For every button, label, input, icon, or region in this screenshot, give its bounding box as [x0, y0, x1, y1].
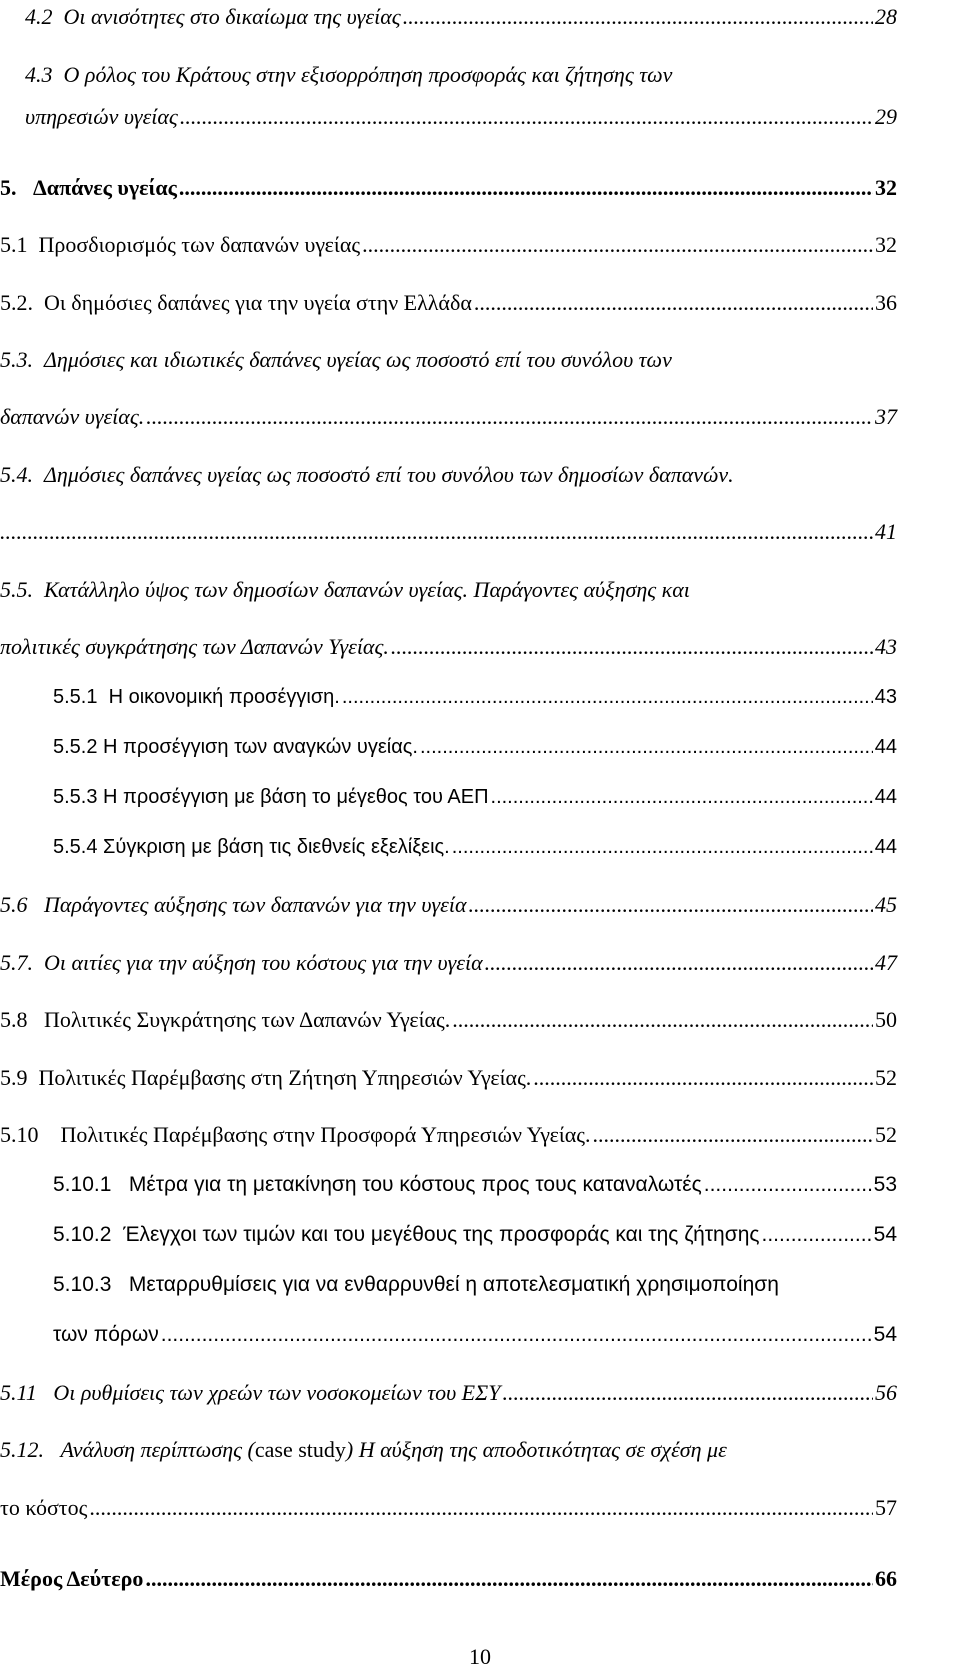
toc-title: υπηρεσιών υγείας	[25, 104, 178, 129]
toc-number: 5.4.	[0, 462, 33, 487]
dot-leader	[485, 950, 873, 976]
toc-number: 5.5.	[0, 577, 33, 602]
toc-page: 37	[875, 404, 897, 429]
dot-leader	[145, 1566, 873, 1592]
toc-number: 5.12.	[0, 1437, 44, 1462]
toc-title: Μέτρα για τη μετακίνηση του κόστους προς τους καταναλωτές	[128, 1173, 702, 1196]
dot-leader	[403, 4, 873, 30]
toc-page: 44	[874, 786, 897, 808]
toc-number: 5.10.1	[53, 1173, 112, 1196]
dot-leader	[533, 1065, 873, 1091]
toc-entry-4-3-line1[interactable]	[25, 62, 672, 88]
toc-title: Οι δημόσιες δαπάνες για την υγεία στην Ελλάδα	[44, 290, 472, 315]
toc-title: το κόστος	[0, 1495, 88, 1520]
toc-entry-5-2[interactable]	[0, 290, 897, 316]
toc-number: 5.6	[0, 892, 28, 917]
toc-number: 5.5.4	[53, 836, 98, 858]
toc-page: 54	[873, 1323, 897, 1346]
dot-leader	[452, 834, 873, 860]
toc-page: 43	[874, 686, 897, 708]
toc-entry-4-3-line2[interactable]	[25, 104, 897, 130]
toc-number: 4.2	[25, 4, 53, 29]
toc-page: 54	[873, 1223, 897, 1246]
dot-leader	[452, 1007, 873, 1033]
toc-number: 5.5.1	[53, 686, 98, 708]
toc-title: Ο ρόλος του Κράτους στην εξισορρόπηση προσφοράς και ζήτησης των	[63, 62, 673, 87]
toc-number: 5.10.2	[53, 1223, 112, 1246]
toc-entry-5-5-1[interactable]	[53, 684, 897, 710]
toc-entry-5-11[interactable]	[0, 1380, 897, 1406]
dot-leader	[762, 1222, 872, 1248]
toc-entry-5-3-line2[interactable]	[0, 404, 897, 430]
toc-title: Κατάλληλο ύψος των δημοσίων δαπανών υγείας. Παράγοντες αύξησης και	[44, 577, 690, 602]
toc-page: 56	[875, 1380, 897, 1405]
toc-title: Η προσέγγιση των αναγκών υγείας.	[103, 736, 418, 758]
toc-page: 28	[875, 4, 897, 29]
toc-title: ) Η αύξηση της αποδοτικότητας σε σχέση με	[345, 1437, 727, 1462]
dot-leader	[0, 519, 873, 545]
toc-page: 43	[875, 634, 897, 659]
toc-number: 5.10.3	[53, 1273, 112, 1296]
toc-title: Παράγοντες αύξησης των δαπανών για την υγεία	[44, 892, 467, 917]
toc-page: 50	[875, 1007, 897, 1032]
toc-page: 41	[875, 519, 897, 544]
dot-leader	[502, 1380, 873, 1406]
dot-leader	[420, 734, 873, 760]
toc-number: 4.3	[25, 62, 53, 87]
dot-leader	[491, 784, 873, 810]
toc-title: Πολιτικές Παρέμβασης στη Ζήτηση Υπηρεσιών Υγείας.	[38, 1065, 532, 1090]
page-number: 10	[469, 1644, 491, 1669]
toc-entry-5-10-2[interactable]	[53, 1222, 897, 1248]
toc-entry-5-3-line1[interactable]	[0, 347, 672, 373]
toc-title-upright: case study	[254, 1437, 346, 1462]
toc-page: 44	[874, 836, 897, 858]
toc-title: Πολιτικές Παρέμβασης στην Προσφορά Υπηρεσιών Υγείας.	[60, 1122, 591, 1147]
toc-entry-5-5-line1[interactable]	[0, 577, 690, 603]
toc-number: 5.7.	[0, 950, 33, 975]
toc-entry-5-5-2[interactable]	[53, 734, 897, 760]
toc-entry-5-1[interactable]	[0, 232, 897, 258]
toc-title: πολιτικές συγκράτησης των Δαπανών Υγείας.	[0, 634, 389, 659]
toc-number: 5.8	[0, 1007, 28, 1032]
toc-page: 52	[875, 1065, 897, 1090]
dot-leader	[180, 104, 873, 130]
toc-entry-5-7[interactable]	[0, 950, 897, 976]
toc-entry-5-5-3[interactable]	[53, 784, 897, 810]
toc-entry-4-2[interactable]	[25, 4, 897, 30]
toc-page: 66	[875, 1566, 897, 1591]
toc-title: Έλεγχοι των τιμών και του μεγέθους της προσφοράς και της ζήτησης	[123, 1223, 760, 1246]
toc-entry-5-10[interactable]	[0, 1122, 897, 1148]
toc-title: Δημόσιες και ιδιωτικές δαπάνες υγείας ως ποσοστό επί του συνόλου των	[44, 347, 672, 372]
toc-entry-5-6[interactable]	[0, 892, 897, 918]
dot-leader	[342, 684, 873, 710]
toc-page: 32	[875, 232, 897, 257]
toc-entry-5-10-3-line1[interactable]	[53, 1272, 779, 1298]
toc-title: των πόρων	[53, 1323, 159, 1346]
dot-leader	[593, 1122, 874, 1148]
toc-number: 5.3.	[0, 347, 33, 372]
toc-entry-part-two[interactable]	[0, 1566, 897, 1592]
toc-entry-5-8[interactable]	[0, 1007, 897, 1033]
toc-number: 5.10	[0, 1122, 39, 1147]
toc-entry-5-12-line1[interactable]	[0, 1437, 727, 1463]
toc-number: 5.9	[0, 1065, 28, 1090]
dot-leader	[146, 404, 873, 430]
toc-number: 5.5.3	[53, 786, 98, 808]
toc-title: Η προσέγγιση με βάση το μέγεθος του ΑΕΠ	[103, 786, 489, 808]
dot-leader	[391, 634, 873, 660]
toc-page: 36	[875, 290, 897, 315]
dot-leader	[704, 1172, 872, 1198]
toc-page: 47	[875, 950, 897, 975]
dot-leader	[362, 232, 873, 258]
toc-entry-5-10-3-line2[interactable]	[53, 1322, 897, 1348]
toc-entry-5-9[interactable]	[0, 1065, 897, 1091]
toc-entry-5-4-line1[interactable]	[0, 462, 734, 488]
toc-entry-5[interactable]	[0, 175, 897, 201]
toc-number: 5.1	[0, 232, 28, 257]
toc-page: 45	[875, 892, 897, 917]
toc-number: 5.5.2	[53, 736, 98, 758]
toc-entry-5-10-1[interactable]	[53, 1172, 897, 1198]
toc-page: 29	[875, 104, 897, 129]
toc-entry-5-5-4[interactable]	[53, 834, 897, 860]
toc-number: 5.11	[0, 1380, 37, 1405]
toc-title: Οι αιτίες για την αύξηση του κόστους για την υγεία	[44, 950, 483, 975]
toc-entry-5-12-line2[interactable]	[0, 1495, 897, 1521]
toc-title: Η οικονομική προσέγγιση.	[108, 686, 340, 708]
dot-leader	[89, 1495, 873, 1521]
toc-title: Ανάλυση περίπτωσης (	[60, 1437, 255, 1462]
toc-number: 5.2.	[0, 290, 33, 315]
toc-title: Σύγκριση με βάση τις διεθνείς εξελίξεις.	[103, 836, 450, 858]
toc-page: 53	[873, 1173, 897, 1196]
dot-leader	[469, 892, 874, 918]
toc-page: 32	[875, 175, 897, 200]
dot-leader	[161, 1322, 872, 1348]
toc-title: Πολιτικές Συγκράτησης των Δαπανών Υγείας.	[44, 1007, 451, 1032]
toc-page: 57	[875, 1495, 897, 1520]
toc-title: δαπανών υγείας.	[0, 404, 145, 429]
toc-page: 52	[875, 1122, 897, 1147]
toc-title: Μέρος Δεύτερο	[0, 1566, 144, 1591]
toc-title: Οι ανισότητες στο δικαίωμα της υγείας	[63, 4, 401, 29]
toc-title: Προσδιορισμός των δαπανών υγείας	[38, 232, 361, 257]
toc-title: Δημόσιες δαπάνες υγείας ως ποσοστό επί του συνόλου των δημοσίων δαπανών.	[44, 462, 734, 487]
dot-leader	[474, 290, 873, 316]
toc-title: Μεταρρυθμίσεις για να ενθαρρυνθεί η αποτελεσματική χρησιμοποίηση	[128, 1273, 779, 1296]
toc-entry-5-5-line2[interactable]	[0, 634, 897, 660]
dot-leader	[179, 175, 873, 201]
toc-title: Δαπάνες υγείας	[33, 175, 177, 200]
toc-title: Οι ρυθμίσεις των χρεών των νοσοκομείων του ΕΣΥ	[53, 1380, 501, 1405]
toc-number: 5.	[0, 175, 17, 200]
toc-entry-5-4-line2[interactable]	[0, 519, 897, 545]
toc-page: 44	[874, 736, 897, 758]
